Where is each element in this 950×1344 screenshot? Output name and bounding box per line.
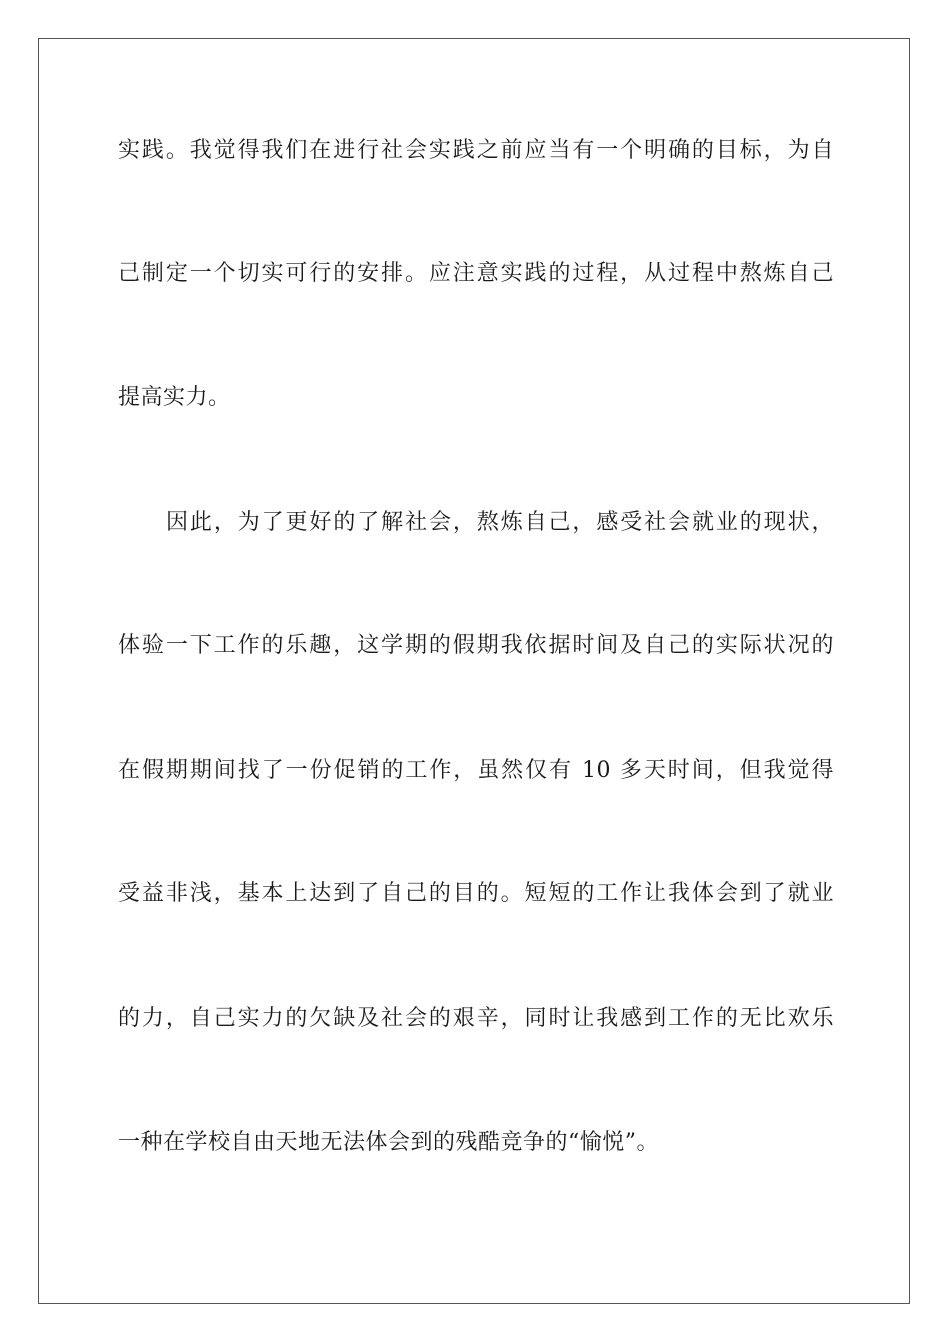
text-line-3: 提高实力。 xyxy=(118,385,231,410)
page-border xyxy=(38,38,910,1304)
text-line-9: 一种在学校自由天地无法体会到的残酷竞争的“愉悦”。 xyxy=(118,1130,659,1155)
text-line-2: 己制定一个切实可行的安排。应注意实践的过程，从过程中熬炼自己 xyxy=(118,261,834,286)
text-line-7: 受益非浅，基本上达到了自己的目的。短短的工作让我体会到了就业 xyxy=(118,881,834,906)
text-line-4: 因此，为了更好的了解社会，熬炼自己，感受社会就业的现状， xyxy=(166,510,834,535)
text-line-5: 体验一下工作的乐趣，这学期的假期我依据时间及自己的实际状况的 xyxy=(118,633,834,658)
text-line-1: 实践。我觉得我们在进行社会实践之前应当有一个明确的目标，为自 xyxy=(118,138,834,163)
text-line-8: 的力，自己实力的欠缺及社会的艰辛，同时让我感到工作的无比欢乐 xyxy=(118,1006,834,1031)
text-line-6: 在假期期间找了一份促销的工作，虽然仅有 10 多天时间，但我觉得 xyxy=(118,758,834,783)
